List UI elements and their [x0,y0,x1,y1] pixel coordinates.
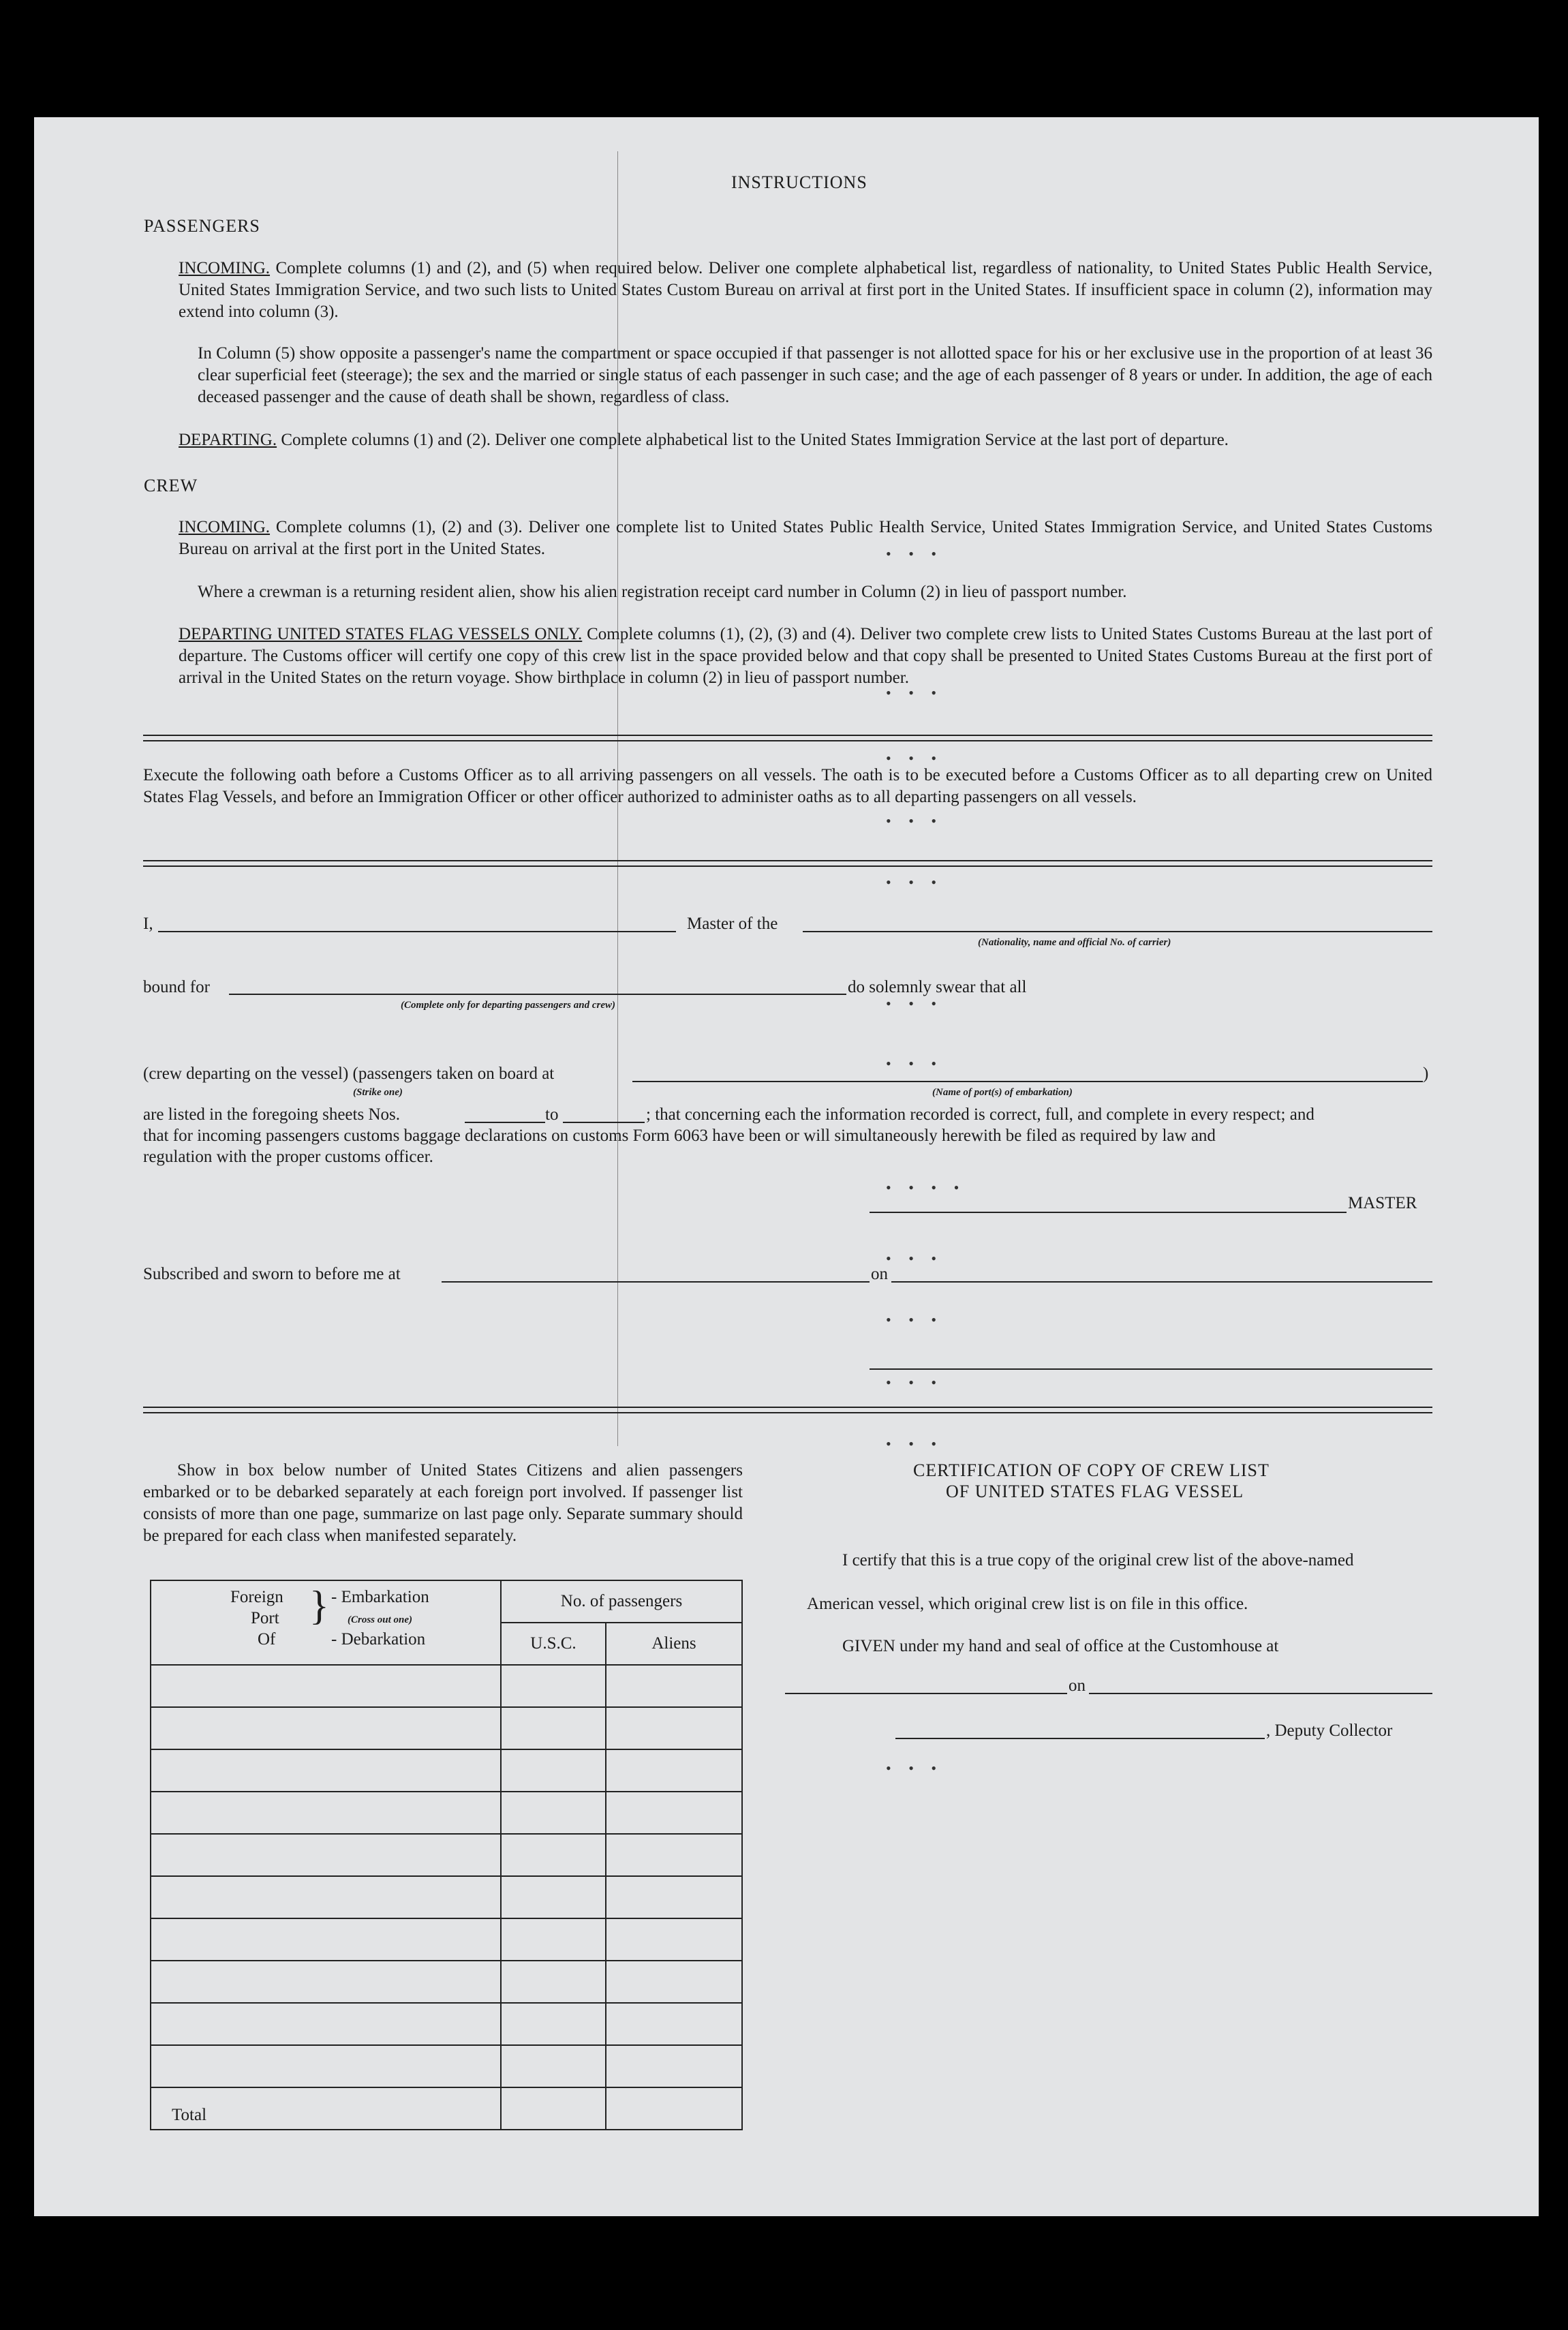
close-paren: ) [1423,1064,1429,1083]
certify-text: I certify that this is a true copy of the original crew list of the above-named [842,1551,1354,1569]
aliens-cell[interactable] [606,2045,742,2087]
officer-signature-field[interactable] [870,1368,1432,1370]
usc-cell[interactable] [501,1792,606,1834]
aliens-cell[interactable] [606,1665,742,1707]
port-cell[interactable] [151,1665,501,1707]
punch-marks: • • • [886,1055,944,1072]
carrier-field[interactable] [803,931,1432,932]
table-row [151,1749,742,1792]
total-label: Total [151,2087,501,2130]
aliens-cell[interactable] [606,1834,742,1876]
sworn-date-field[interactable] [891,1281,1432,1283]
foreign-label: Foreign [230,1588,283,1606]
punch-marks: • • • [886,1374,944,1391]
punch-marks: • • • [886,1760,944,1777]
crew-heading: CREW [144,476,198,495]
embarkation-ports-field[interactable] [632,1081,1423,1082]
aliens-cell[interactable] [606,1876,742,1918]
subscribed-label: Subscribed and sworn to before me at [143,1265,401,1283]
usc-cell[interactable] [501,1665,606,1707]
usc-cell[interactable] [501,1707,606,1749]
usc-cell[interactable] [501,2045,606,2087]
punch-marks: • • • [886,1435,944,1452]
usc-cell[interactable] [501,1961,606,2003]
port-cell[interactable] [151,1749,501,1792]
passengers-column5-text: In Column (5) show opposite a passenger's name the compartment or space occupied if that passenger is not allotted space for his or her exclusive use in the proportion of at least 36 clear superficial feet (steerage); the sex and the married or single status of each passenger in such case; and the age of each passenger of 8 years or under. In addition, the age of each deceased passenger and the cause of death shall be shown, regardless of class. [198,344,1432,406]
usc-cell[interactable] [501,1876,606,1918]
section-divider [143,860,1432,867]
aliens-cell[interactable] [606,1961,742,2003]
punch-marks: • • • [886,1311,944,1328]
strike-caption: (Strike one) [353,1087,403,1098]
sheet-to-field[interactable] [563,1122,645,1123]
summary-instruction: Show in box below number of United States Citizens and alien passengers embarked or to be debarked separately at each foreign port involved. If passenger list consists of more than one page, summarize on last page only. Separate summary should be prepared for each class when manifested separately. [143,1461,743,1545]
total-row [151,2087,742,2130]
customhouse-field[interactable] [785,1693,1067,1694]
of-label: Of [258,1630,276,1649]
ports-caption: (Name of port(s) of embarkation) [932,1087,1073,1098]
passengers-departing-text: Complete columns (1) and (2). Deliver one complete alphabetical list to the United States Immigration Service at the last port of departure. [281,431,1229,449]
aliens-cell[interactable] [606,1918,742,1961]
port-cell[interactable] [151,1876,501,1918]
aliens-cell[interactable] [606,1749,742,1792]
table-row [151,1665,742,1707]
certification-on-label: on [1069,1676,1086,1695]
table-row [151,2045,742,2087]
embarkation-label: - Embarkation [331,1588,429,1606]
cross-out-caption: (Cross out one) [348,1614,413,1625]
port-cell[interactable] [151,2045,501,2087]
usc-header: U.S.C. [501,1623,606,1665]
section-divider [143,735,1432,741]
port-label: Port [251,1609,279,1627]
passengers-incoming-paragraph [179,258,1432,323]
no-passengers-header: No. of passengers [501,1580,742,1623]
usc-cell[interactable] [501,1834,606,1876]
punch-marks: • • • [886,874,944,891]
listed-rest-text: ; that concerning each the information recorded is correct, full, and complete in every respect; and [646,1105,1315,1124]
port-cell[interactable] [151,1834,501,1876]
table-row [151,1876,742,1918]
listed-in-label: are listed in the foregoing sheets Nos. [143,1105,400,1124]
certification-date-field[interactable] [1089,1693,1432,1694]
port-cell[interactable] [151,1918,501,1961]
instructions-title: INSTRUCTIONS [731,172,867,192]
punch-marks: • • • [886,750,944,767]
debarkation-label: - Debarkation [331,1630,426,1649]
oath-intro: Execute the following oath before a Customs Officer as to all arriving passengers on all vessels. The oath is to be executed before a Customs Officer as to all departing crew on United States Flag Vessels, and before an Immigration Officer or other officer authorized to administer oaths as to all departing passengers on all vessels. [143,766,1432,806]
given-text: GIVEN under my hand and seal of office at the Customhouse at [842,1637,1279,1655]
sworn-place-field[interactable] [442,1281,870,1283]
table-row [151,1961,742,2003]
passengers-incoming-text: Complete columns (1) and (2), and (5) when required below. Deliver one complete alphabetical list, regardless of nationality, to United States Public Health Service, United States Immigration Service, and two such lists to United States Custom Bureau on arrival at first port in the United States. If insufficient space in column (2), information may extend into column (3). [179,259,1433,321]
master-of-the-label: Master of the [687,915,778,933]
table-row [151,1834,742,1876]
table-row [151,1918,742,1961]
listed-line3-text: regulation with the proper customs officer. [143,1148,433,1166]
to-label: to [545,1105,559,1124]
crew-incoming-label: INCOMING. [179,518,271,536]
oath-i-label: I, [143,915,153,933]
passengers-heading: PASSENGERS [144,216,260,236]
port-header [151,1580,501,1665]
master-label: MASTER [1348,1194,1417,1212]
usc-cell[interactable] [501,1749,606,1792]
bound-for-label: bound for [143,978,210,996]
nationality-caption: (Nationality, name and official No. of carrier) [978,937,1171,948]
crew-departing-text: Complete columns (1), (2), (3) and (4). Deliver two complete crew lists to United States Customs Bureau at the last port of departure. The Customs officer will certify one copy of this crew list in the space provided below and that copy shall be presented to United States Customs Bureau at the first port of arrival in the United States on the return voyage. Show birthplace in column (2) in lieu of passport number. [179,625,1432,687]
passenger-summary-table [150,1580,743,2130]
section-divider [143,1407,1432,1413]
certification-title-2: OF UNITED STATES FLAG VESSEL [946,1482,1244,1501]
crew-incoming-text: Complete columns (1), (2) and (3). Deliver one complete list to United States Public Health Service, United States Immigration Service, and United States Customs Bureau on arrival at the first port in the United States. [179,518,1433,558]
usc-cell[interactable] [501,2003,606,2045]
aliens-cell[interactable] [606,1707,742,1749]
listed-line2-text: that for incoming passengers customs baggage declarations on customs Form 6063 have been or will simultaneously herewith be filed as required by law and [143,1126,1216,1145]
bound-caption: (Complete only for departing passengers and crew) [401,1000,615,1011]
crew-incoming-paragraph [179,517,1432,560]
swear-text: do solemnly swear that all [848,978,1027,996]
master-signature-field[interactable] [870,1212,1347,1213]
sheet-from-field[interactable] [465,1122,545,1123]
master-name-field[interactable] [158,931,676,932]
aliens-header: Aliens [606,1623,742,1665]
punch-marks: • • • [886,812,944,829]
destination-field[interactable] [229,994,846,995]
crew-resident-text: Where a crewman is a returning resident alien, show his alien registration receipt card number in Column (2) in lieu of passport number. [198,583,1127,601]
punch-marks: • • • [886,995,944,1012]
certification-title-1: CERTIFICATION OF COPY OF CREW LIST [913,1460,1270,1480]
passengers-departing-label: DEPARTING. [179,431,277,449]
port-cell[interactable] [151,1707,501,1749]
deputy-signature-field[interactable] [895,1738,1265,1739]
brace-icon: } [309,1583,329,1628]
crew-departing-paragraph [179,624,1432,689]
table-row [151,1707,742,1749]
punch-marks: • • • • [886,1179,966,1196]
table-row [151,2003,742,2045]
passengers-departing-paragraph [179,429,1432,451]
punch-marks: • • • [886,545,944,562]
crew-departing-label: DEPARTING UNITED STATES FLAG VESSELS ONLY. [179,625,583,643]
usc-total-cell[interactable] [501,2087,606,2130]
american-vessel-text: American vessel, which original crew list is on file in this office. [807,1595,1248,1613]
aliens-total-cell[interactable] [606,2087,742,2130]
aliens-cell[interactable] [606,2003,742,2045]
punch-marks: • • • [886,684,944,701]
usc-cell[interactable] [501,1918,606,1961]
punch-marks: • • • [886,1250,944,1267]
port-cell[interactable] [151,1792,501,1834]
aliens-cell[interactable] [606,1792,742,1834]
port-cell[interactable] [151,2003,501,2045]
deputy-collector-label: , Deputy Collector [1266,1721,1393,1740]
table-row [151,1792,742,1834]
sworn-on-label: on [871,1265,888,1283]
port-cell[interactable] [151,1961,501,2003]
crew-passengers-line: (crew departing on the vessel) (passengers taken on board at [143,1064,555,1083]
passengers-incoming-label: INCOMING. [179,259,271,277]
